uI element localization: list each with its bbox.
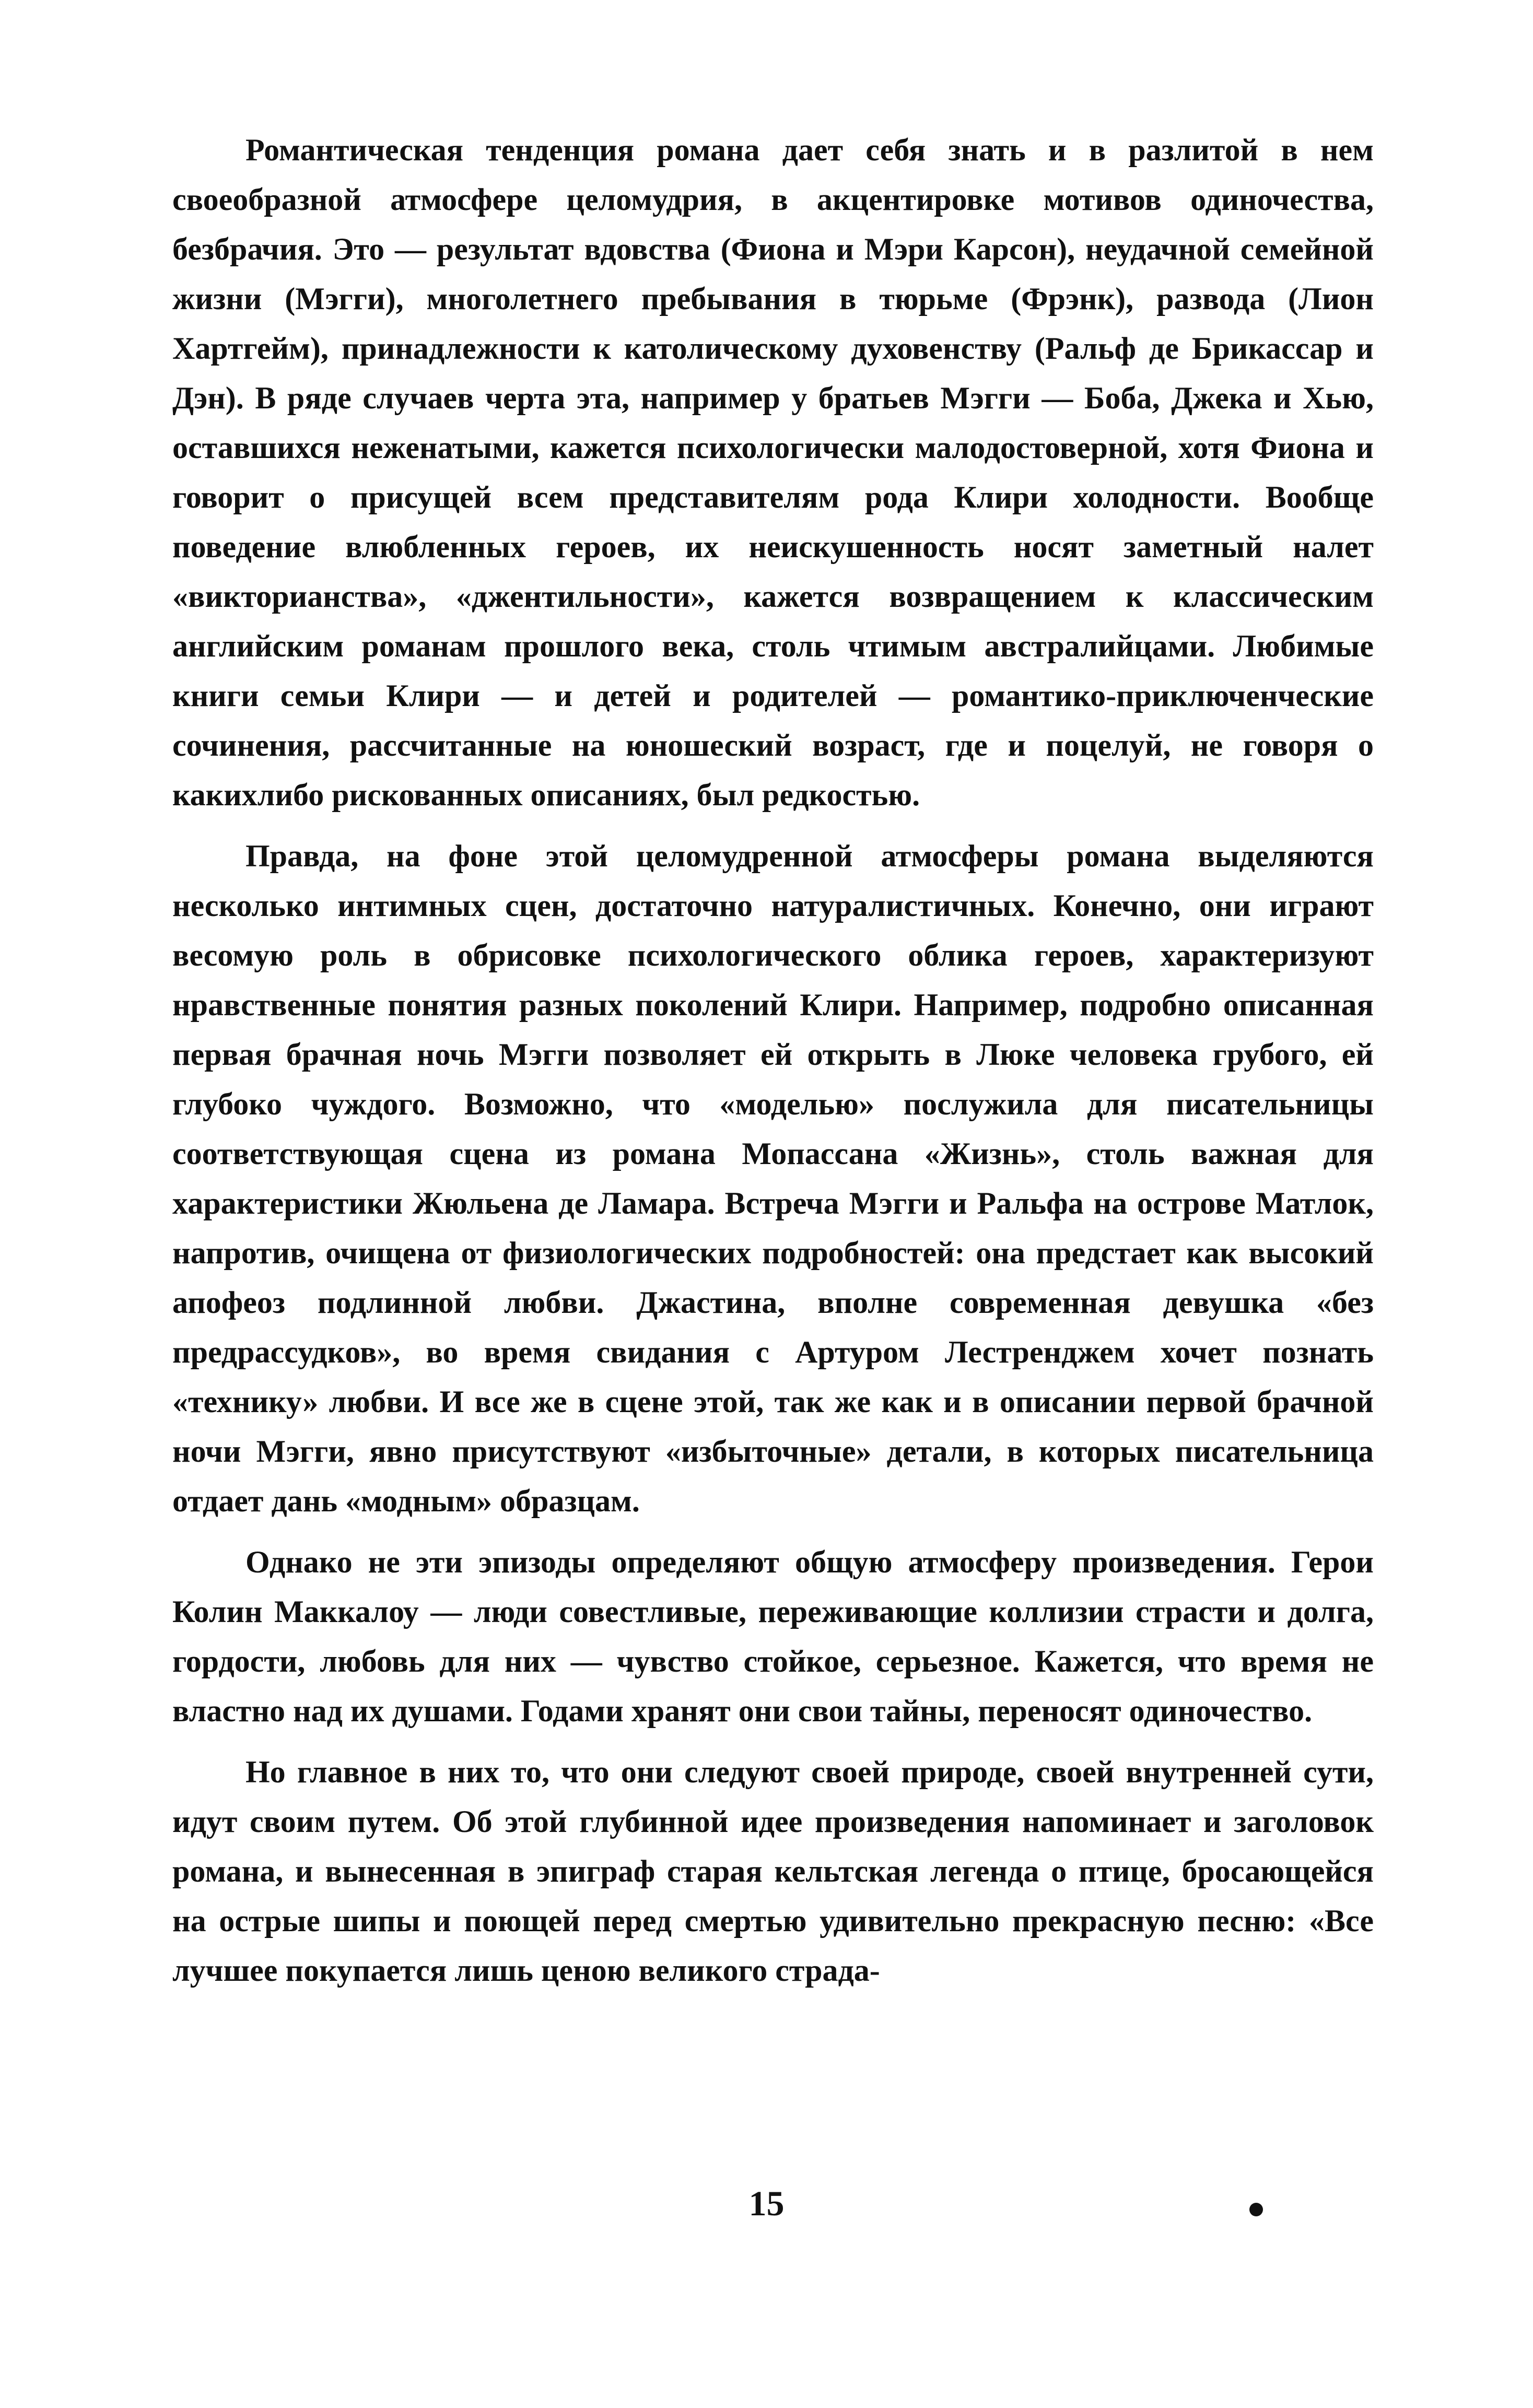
page-body	[172, 125, 1374, 2007]
paragraph-2: Правда, на фоне этой целомудренной атмосферы романа выделяются несколько интимных сцен, достаточно натуралистичных. Конечно, они играют весомую роль в обрисовке психологического облика героев, характеризуют нравственные понятия разных поколений Клири. Например, подробно описанная первая брачная ночь Мэгги позволяет ей открыть в Люке человека грубого, ей глубоко чуждого. Возможно, что «моделью» послужила для писательницы соответствующая сцена из романа Мопассана «Жизнь», столь важная для характеристики Жюльена де Ламара. Встреча Мэгги и Ральфа на острове Матлок, напротив, очищена от физиологических подробностей: она предстает как высокий апофеоз подлинной любви. Джастина, вполне современная девушка «без предрассудков», во время свидания с Артуром Лестренджем хочет познать «технику» любви. И все же в сцене этой, так же как и в описании первой брачной ночи Мэгги, явно присутствуют «избыточные» детали, в которых писательница отдает дань «модным» образцам.	[172, 839, 1374, 1518]
paragraph-3: Однако не эти эпизоды определяют общую атмосферу произведения. Герои Колин Маккалоу — люди совестливые, переживающие коллизии страсти и долга, гордости, любовь для них — чувство стойкое, серьезное. Кажется, что время не властно над их душами. Годами хранят они свои тайны, переносят одиночество.	[172, 1545, 1374, 1728]
print-mark-dot	[1249, 2203, 1263, 2216]
paragraph-4: Но главное в них то, что они следуют своей природе, своей внутренней сути, идут своим путем. Об этой глубинной идее произведения напоминает и заголовок романа, и вынесенная в эпиграф старая кельтская легенда о птице, бросающейся на острые шипы и поющей перед смертью удивительно прекрасную песню: «Все лучшее покупается лишь ценою великого страда-	[172, 1755, 1374, 1988]
paragraph-1: Романтическая тенденция романа дает себя знать и в разлитой в нем своеобразной атмосфере целомудрия, в акцентировке мотивов одиночества, безбрачия. Это — результат вдовства (Фиона и Мэри Карсон), неудачной семейной жизни (Мэгги), многолетнего пребывания в тюрьме (Фрэнк), развода (Лион Хартгейм), принадлежности к католическому духовенству (Ральф де Брикассар и Дэн). В ряде случаев черта эта, например у братьев Мэгги — Боба, Джека и Хью, оставшихся неженатыми, кажется психологически малодостоверной, хотя Фиона и говорит о присущей всем представителям рода Клири холодности. Вообще поведение влюбленных героев, их неискушенность носят заметный налет «викторианства», «джентильности», кажется возвращением к классическим английским романам прошлого века, столь чтимым австралийцами. Любимые книги семьи Клири — и детей и родителей — романтико-приключенческие сочинения, рассчитанные на юношеский возраст, где и поцелуй, не говоря о какихлибо рискованных описаниях, был редкостью.	[172, 133, 1374, 812]
page-number: 15	[748, 2183, 785, 2223]
